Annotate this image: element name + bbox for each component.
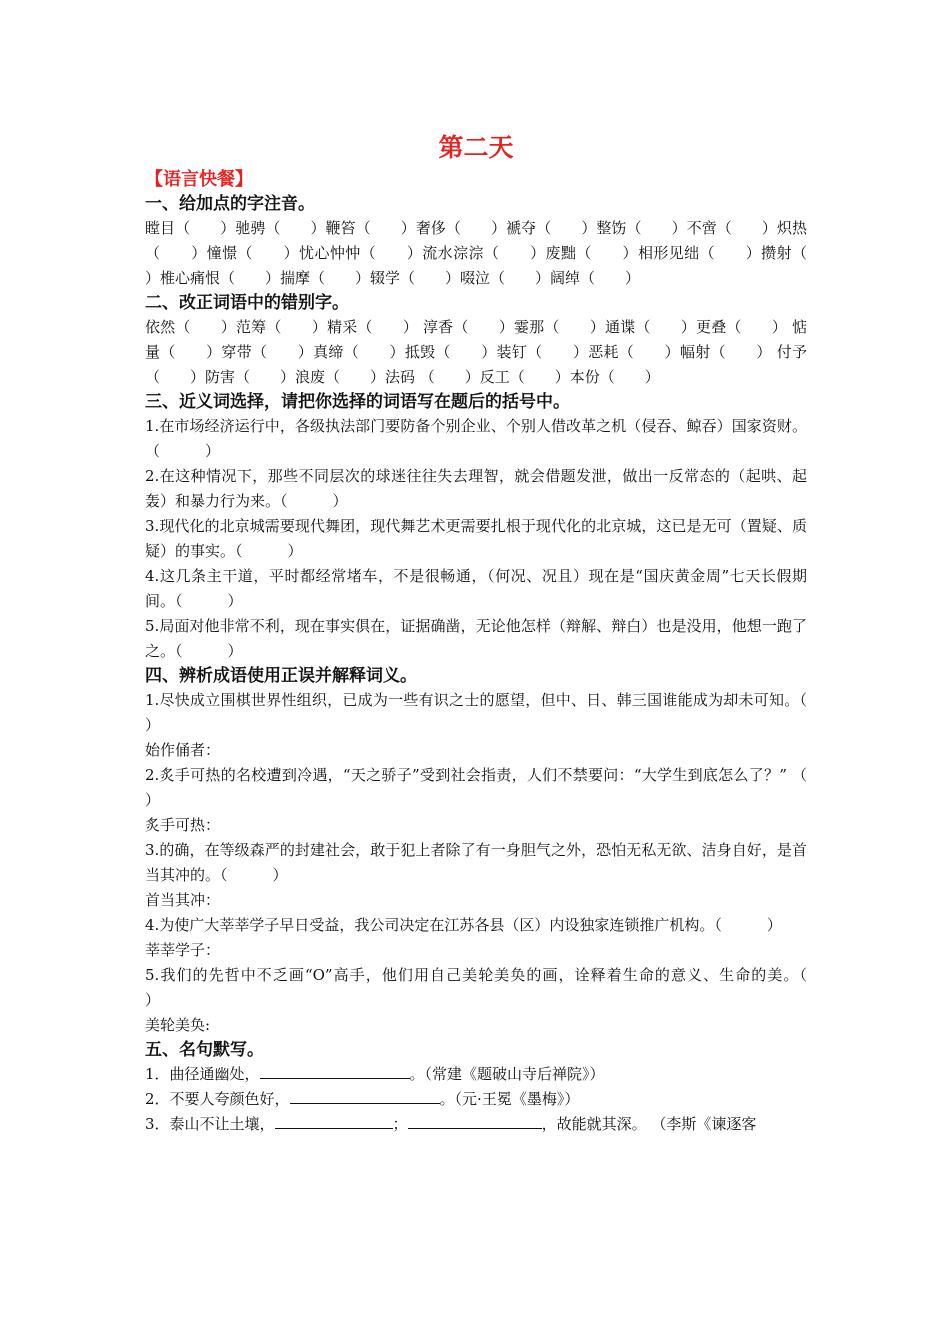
question-item: 1.尽快成立围棋世界性组织，已成为一些有识之士的愿望，但中、日、韩三国谁能成为却未可知。（ ）: [145, 691, 853, 734]
section-3-heading: 三、近义词选择，请把你选择的词语写在题后的括号中。: [145, 392, 570, 412]
question-item: 5.局面对他非常不利，现在事实俱在，证据确凿，无论他怎样（辩解、辩白）也是没用，他想一跑了之。（ ）: [145, 617, 807, 660]
question-source: 。（元·王冕《墨梅》）: [439, 1090, 580, 1108]
answer-label: 炙手可热：: [145, 816, 221, 834]
question-source: ，故能就其深。 （李斯《谏逐客: [541, 1115, 757, 1133]
question-item: 2.在这种情况下，那些不同层次的球迷往往失去理智，就会借题发泄，做出一反常态的（起哄、起轰）和暴力行为来。（ ）: [145, 467, 807, 510]
section-4-heading: 四、辨析成语使用正误并解释词义。: [145, 666, 417, 686]
question-item: 4.这几条主干道，平时都经常堵车，不是很畅通，（何况、况且）现在是“国庆黄金周”七天长假期间。（ ）: [145, 567, 807, 610]
answer-label: 首当其冲：: [145, 891, 221, 909]
fill-blank-question: [145, 1062, 807, 1087]
question-item: 3.现代化的北京城需要现代舞团，现代舞艺术更需要扎根于现代化的北京城，这已是无可（置疑、质疑）的事实。（ ）: [145, 517, 807, 560]
question-item: 5.我们的先哲中不乏画“O”高手，他们用自己美轮美奂的画，诠释着生命的意义、生命的美。（ ）: [145, 966, 853, 1009]
question-text: 2．不要人夸颜色好，: [145, 1090, 290, 1108]
question-text: 3．泰山不让土壤，: [145, 1115, 275, 1133]
question-item: 1.在市场经济运行中，各级执法部门要防备个别企业、个别人借改革之机（侵吞、鲸吞）国家资财。（ ）: [145, 417, 807, 460]
section-1-body: 瞠目（ ）驰骋（ ）鞭笞（ ）奢侈（ ）褫夺（ ）整饬（ ）不啻（ ）炽热（ ）憧憬（ ）忧心忡忡（ ）流水淙淙（ ）废黜（ ）相形见绌（ ）攒射（ ）椎心痛恨（ ）揣摩（ ）辍学（ ）啜泣（ ）阔绰（ ）: [145, 219, 838, 287]
section-2-heading: 二、改正词语中的错别字。: [145, 293, 349, 313]
answer-label: 莘莘学子：: [145, 941, 221, 959]
section-1-heading: 一、给加点的字注音。: [145, 194, 315, 214]
section-2-body: 依然（ ）范筹（ ）精采（ ） 淳香（ ）霎那（ ）通谍（ ）更叠（ ） 惦量（ ）穿带（ ）真缔（ ）抵毁（ ）装钉（ ）恶耗（ ）幅射（ ） 付予（ ）防害（ ）浪废（ ）法码 （ ）反工（ ）本份（ ）: [145, 318, 807, 386]
page-title: 第二天: [438, 133, 514, 162]
answer-label: 美轮美奂:: [145, 1016, 211, 1034]
answer-blank[interactable]: [408, 1112, 542, 1129]
question-item: 2.炙手可热的名校遭到冷遇，“天之骄子”受到社会指责，人们不禁要问：“大学生到底怎么了？” （ ）: [145, 766, 853, 809]
document-page: [145, 128, 853, 1137]
question-text: 1．曲径通幽处，: [145, 1065, 260, 1083]
fill-blank-question: [145, 1087, 807, 1112]
answer-label: 始作俑者：: [145, 741, 221, 759]
answer-blank[interactable]: [290, 1087, 440, 1104]
question-separator: ；: [392, 1115, 408, 1133]
answer-blank[interactable]: [275, 1112, 393, 1129]
section-5-heading: 五、名句默写。: [145, 1040, 264, 1060]
section-banner: 【语言快餐】: [145, 169, 253, 190]
answer-blank[interactable]: [260, 1062, 410, 1079]
question-item: 4.为使广大莘莘学子早日受益，我公司决定在江苏各县（区）内设独家连锁推广机构。（ ）: [145, 916, 782, 934]
question-item: 3.的确，在等级森严的封建社会，敢于犯上者除了有一身胆气之外，恐怕无私无欲、洁身自好，是首当其冲的。（ ）: [145, 841, 807, 884]
question-source: 。（常建《题破山寺后禅院》）: [409, 1065, 605, 1083]
fill-blank-question: [145, 1112, 807, 1137]
